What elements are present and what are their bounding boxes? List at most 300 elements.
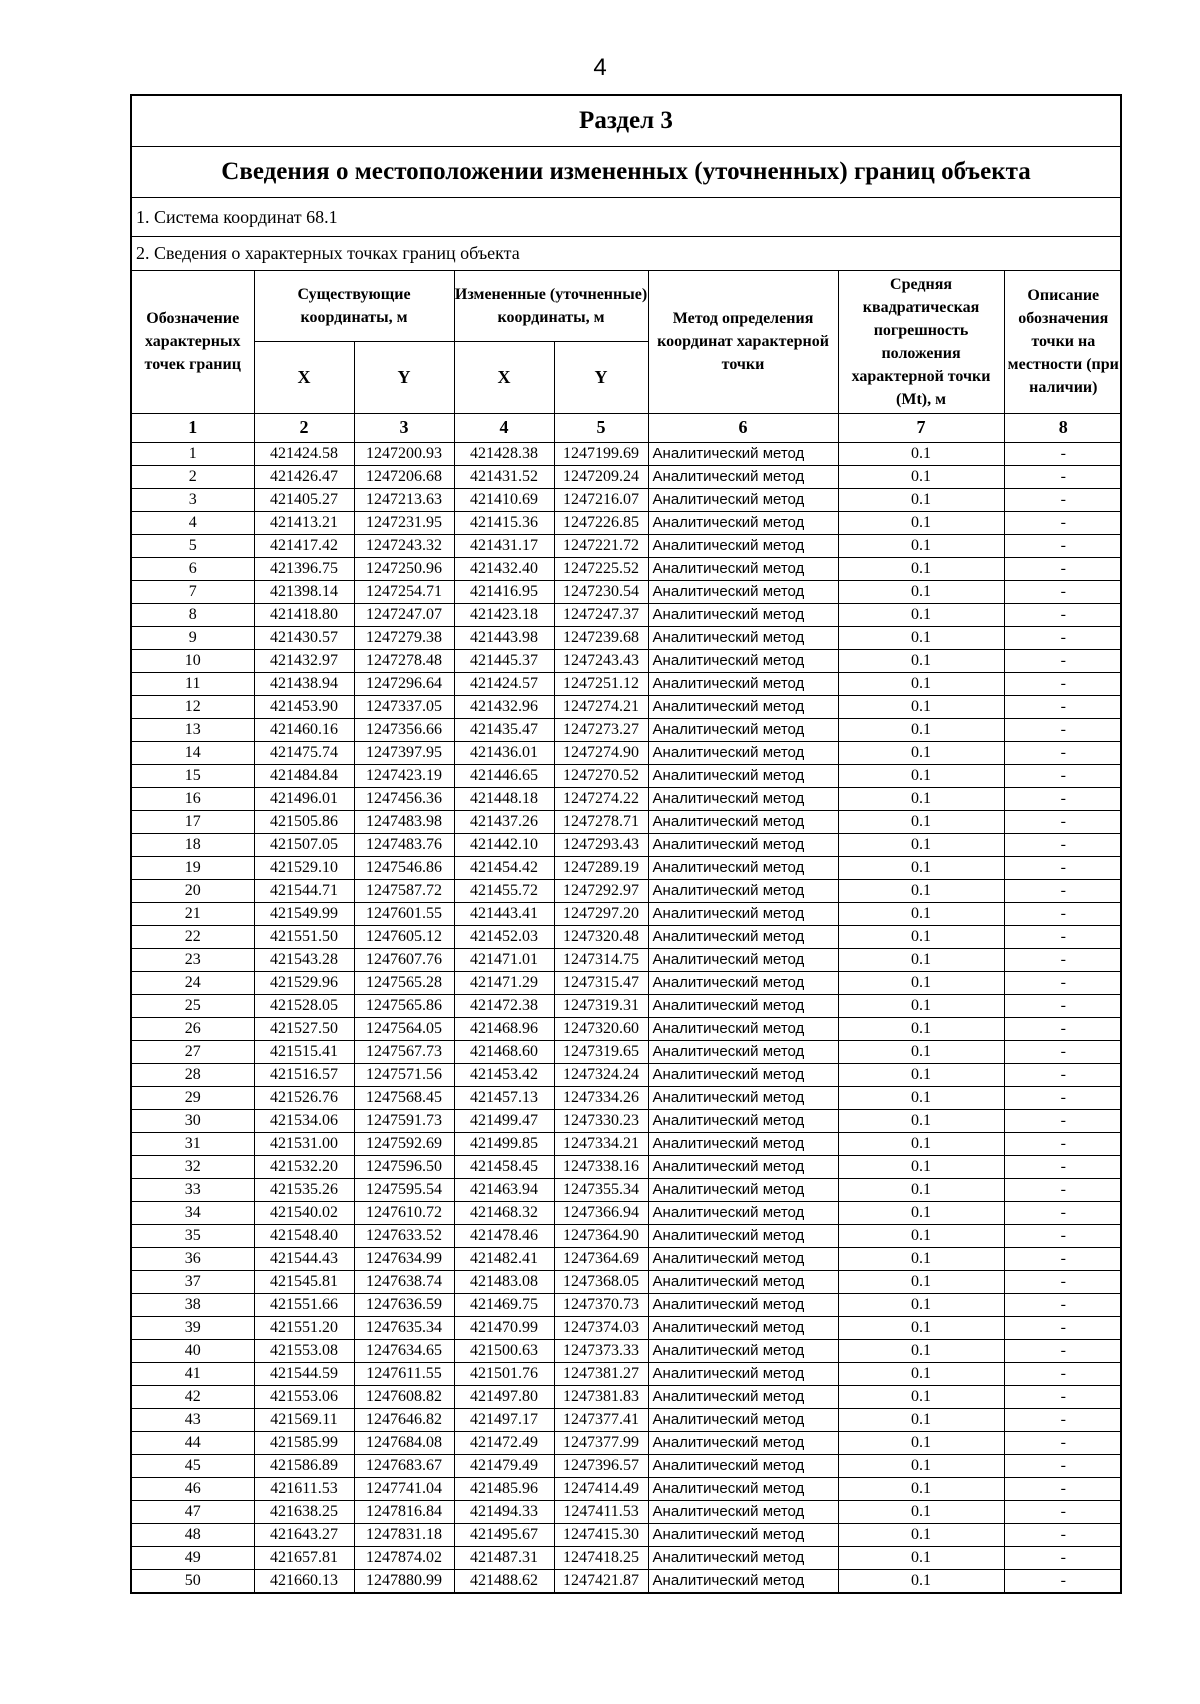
table-row — [132, 810, 1122, 833]
cell-method: Аналитический метод — [648, 1155, 838, 1178]
cell-error-value: 0.1 — [838, 465, 1004, 488]
cell-changed-x: 421482.41 — [454, 1247, 554, 1270]
cell-existing-y: 1247683.67 — [354, 1454, 454, 1477]
cell-method: Аналитический метод — [648, 1431, 838, 1454]
cell-changed-x: 421488.62 — [454, 1569, 554, 1592]
cell-method: Аналитический метод — [648, 1454, 838, 1477]
cell-changed-x: 421487.31 — [454, 1546, 554, 1569]
cell-method: Аналитический метод — [648, 764, 838, 787]
cell-changed-y: 1247230.54 — [554, 580, 648, 603]
cell-method: Аналитический метод — [648, 557, 838, 580]
cell-error-value: 0.1 — [838, 1224, 1004, 1247]
cell-changed-y: 1247251.12 — [554, 672, 648, 695]
cell-error-value: 0.1 — [838, 1040, 1004, 1063]
table-row — [132, 1454, 1122, 1477]
table-row — [132, 1109, 1122, 1132]
cell-changed-x: 421483.08 — [454, 1270, 554, 1293]
cell-point-id: 1 — [132, 442, 254, 465]
cell-point-id: 24 — [132, 971, 254, 994]
column-number: 3 — [354, 413, 454, 442]
cell-error-value: 0.1 — [838, 534, 1004, 557]
table-row — [132, 1040, 1122, 1063]
cell-error-value: 0.1 — [838, 1316, 1004, 1339]
cell-method: Аналитический метод — [648, 488, 838, 511]
cell-changed-x: 421432.40 — [454, 557, 554, 580]
table-row — [132, 672, 1122, 695]
table-row — [132, 1339, 1122, 1362]
cell-method: Аналитический метод — [648, 948, 838, 971]
cell-description: - — [1004, 902, 1122, 925]
cell-existing-y: 1247247.07 — [354, 603, 454, 626]
cell-existing-y: 1247243.32 — [354, 534, 454, 557]
cell-error-value: 0.1 — [838, 718, 1004, 741]
cell-changed-y: 1247324.24 — [554, 1063, 648, 1086]
cell-changed-x: 421453.42 — [454, 1063, 554, 1086]
cell-existing-x: 421534.06 — [254, 1109, 354, 1132]
cell-existing-x: 421417.42 — [254, 534, 354, 557]
cell-existing-y: 1247568.45 — [354, 1086, 454, 1109]
cell-changed-y: 1247314.75 — [554, 948, 648, 971]
cell-changed-y: 1247373.33 — [554, 1339, 648, 1362]
cell-method: Аналитический метод — [648, 1178, 838, 1201]
cell-point-id: 15 — [132, 764, 254, 787]
cell-point-id: 37 — [132, 1270, 254, 1293]
table-row — [132, 1408, 1122, 1431]
cell-existing-x: 421396.75 — [254, 557, 354, 580]
cell-changed-y: 1247247.37 — [554, 603, 648, 626]
cell-description: - — [1004, 1270, 1122, 1293]
cell-description: - — [1004, 1339, 1122, 1362]
cell-point-id: 47 — [132, 1500, 254, 1523]
cell-point-id: 26 — [132, 1017, 254, 1040]
header-error: Средняя квадратическая погрешность положения характерной точки (Mt), м — [838, 271, 1004, 413]
cell-changed-x: 421457.13 — [454, 1086, 554, 1109]
table-row — [132, 1385, 1122, 1408]
table-row — [132, 1293, 1122, 1316]
cell-changed-y: 1247381.27 — [554, 1362, 648, 1385]
cell-error-value: 0.1 — [838, 1247, 1004, 1270]
table-row — [132, 902, 1122, 925]
cell-changed-y: 1247421.87 — [554, 1569, 648, 1592]
cell-description: - — [1004, 1247, 1122, 1270]
cell-point-id: 23 — [132, 948, 254, 971]
cell-error-value: 0.1 — [838, 488, 1004, 511]
cell-changed-y: 1247418.25 — [554, 1546, 648, 1569]
cell-changed-x: 421448.18 — [454, 787, 554, 810]
cell-changed-y: 1247199.69 — [554, 442, 648, 465]
cell-error-value: 0.1 — [838, 1017, 1004, 1040]
cell-existing-x: 421551.20 — [254, 1316, 354, 1339]
cell-changed-y: 1247274.90 — [554, 741, 648, 764]
cell-description: - — [1004, 1132, 1122, 1155]
cell-existing-y: 1247880.99 — [354, 1569, 454, 1592]
cell-error-value: 0.1 — [838, 1385, 1004, 1408]
cell-method: Аналитический метод — [648, 902, 838, 925]
cell-point-id: 35 — [132, 1224, 254, 1247]
cell-existing-x: 421418.80 — [254, 603, 354, 626]
cell-existing-y: 1247741.04 — [354, 1477, 454, 1500]
cell-point-id: 33 — [132, 1178, 254, 1201]
table-row — [132, 1316, 1122, 1339]
cell-changed-x: 421443.98 — [454, 626, 554, 649]
column-number: 2 — [254, 413, 354, 442]
cell-changed-x: 421458.45 — [454, 1155, 554, 1178]
cell-changed-y: 1247355.34 — [554, 1178, 648, 1201]
cell-point-id: 21 — [132, 902, 254, 925]
cell-error-value: 0.1 — [838, 1454, 1004, 1477]
cell-method: Аналитический метод — [648, 672, 838, 695]
cell-existing-y: 1247567.73 — [354, 1040, 454, 1063]
cell-existing-y: 1247456.36 — [354, 787, 454, 810]
cell-point-id: 39 — [132, 1316, 254, 1339]
cell-existing-y: 1247816.84 — [354, 1500, 454, 1523]
cell-method: Аналитический метод — [648, 1293, 838, 1316]
cell-point-id: 46 — [132, 1477, 254, 1500]
cell-error-value: 0.1 — [838, 787, 1004, 810]
cell-existing-y: 1247608.82 — [354, 1385, 454, 1408]
cell-existing-y: 1247634.99 — [354, 1247, 454, 1270]
cell-point-id: 36 — [132, 1247, 254, 1270]
cell-error-value: 0.1 — [838, 603, 1004, 626]
cell-existing-x: 421507.05 — [254, 833, 354, 856]
cell-existing-y: 1247565.86 — [354, 994, 454, 1017]
cell-method: Аналитический метод — [648, 1362, 838, 1385]
cell-description: - — [1004, 1224, 1122, 1247]
cell-method: Аналитический метод — [648, 442, 838, 465]
cell-existing-y: 1247213.63 — [354, 488, 454, 511]
cell-error-value: 0.1 — [838, 1523, 1004, 1546]
cell-method: Аналитический метод — [648, 971, 838, 994]
cell-method: Аналитический метод — [648, 534, 838, 557]
cell-description: - — [1004, 1040, 1122, 1063]
cell-point-id: 19 — [132, 856, 254, 879]
cell-error-value: 0.1 — [838, 764, 1004, 787]
cell-existing-y: 1247397.95 — [354, 741, 454, 764]
cell-changed-y: 1247364.69 — [554, 1247, 648, 1270]
cell-changed-x: 421501.76 — [454, 1362, 554, 1385]
cell-description: - — [1004, 534, 1122, 557]
cell-changed-x: 421436.01 — [454, 741, 554, 764]
cell-method: Аналитический метод — [648, 1017, 838, 1040]
cell-existing-y: 1247592.69 — [354, 1132, 454, 1155]
table-row — [132, 971, 1122, 994]
cell-description: - — [1004, 465, 1122, 488]
cell-existing-x: 421527.50 — [254, 1017, 354, 1040]
cell-description: - — [1004, 603, 1122, 626]
cell-description: - — [1004, 488, 1122, 511]
table-row — [132, 1086, 1122, 1109]
table-row — [132, 948, 1122, 971]
cell-method: Аналитический метод — [648, 787, 838, 810]
cell-error-value: 0.1 — [838, 1109, 1004, 1132]
cell-method: Аналитический метод — [648, 1247, 838, 1270]
cell-description: - — [1004, 718, 1122, 741]
table-row — [132, 741, 1122, 764]
cell-point-id: 10 — [132, 649, 254, 672]
cell-existing-y: 1247605.12 — [354, 925, 454, 948]
cell-description: - — [1004, 1316, 1122, 1339]
cell-existing-x: 421413.21 — [254, 511, 354, 534]
cell-existing-y: 1247423.19 — [354, 764, 454, 787]
cell-error-value: 0.1 — [838, 741, 1004, 764]
cell-existing-x: 421529.96 — [254, 971, 354, 994]
cell-description: - — [1004, 442, 1122, 465]
cell-existing-x: 421484.84 — [254, 764, 354, 787]
cell-existing-y: 1247483.98 — [354, 810, 454, 833]
cell-method: Аналитический метод — [648, 925, 838, 948]
cell-existing-x: 421544.59 — [254, 1362, 354, 1385]
cell-changed-y: 1247377.99 — [554, 1431, 648, 1454]
table-row — [132, 511, 1122, 534]
cell-point-id: 30 — [132, 1109, 254, 1132]
cell-point-id: 17 — [132, 810, 254, 833]
cell-changed-y: 1247368.05 — [554, 1270, 648, 1293]
cell-existing-x: 421553.08 — [254, 1339, 354, 1362]
cell-existing-y: 1247596.50 — [354, 1155, 454, 1178]
cell-point-id: 48 — [132, 1523, 254, 1546]
cell-existing-y: 1247601.55 — [354, 902, 454, 925]
cell-changed-y: 1247209.24 — [554, 465, 648, 488]
cell-method: Аналитический метод — [648, 603, 838, 626]
cell-description: - — [1004, 764, 1122, 787]
cell-changed-y: 1247370.73 — [554, 1293, 648, 1316]
cell-method: Аналитический метод — [648, 1270, 838, 1293]
cell-changed-x: 421469.75 — [454, 1293, 554, 1316]
cell-error-value: 0.1 — [838, 879, 1004, 902]
cell-error-value: 0.1 — [838, 1293, 1004, 1316]
cell-error-value: 0.1 — [838, 1270, 1004, 1293]
cell-method: Аналитический метод — [648, 1339, 838, 1362]
table-row — [132, 718, 1122, 741]
cell-changed-x: 421437.26 — [454, 810, 554, 833]
cell-method: Аналитический метод — [648, 1385, 838, 1408]
cell-existing-x: 421585.99 — [254, 1431, 354, 1454]
cell-method: Аналитический метод — [648, 1132, 838, 1155]
cell-existing-y: 1247611.55 — [354, 1362, 454, 1385]
cell-existing-y: 1247231.95 — [354, 511, 454, 534]
cell-method: Аналитический метод — [648, 1224, 838, 1247]
cell-point-id: 18 — [132, 833, 254, 856]
cell-existing-x: 421660.13 — [254, 1569, 354, 1592]
cell-description: - — [1004, 925, 1122, 948]
cell-changed-x: 421497.80 — [454, 1385, 554, 1408]
cell-description: - — [1004, 810, 1122, 833]
cell-existing-x: 421638.25 — [254, 1500, 354, 1523]
cell-changed-y: 1247320.48 — [554, 925, 648, 948]
cell-description: - — [1004, 1293, 1122, 1316]
table-row — [132, 764, 1122, 787]
cell-existing-x: 421516.57 — [254, 1063, 354, 1086]
cell-changed-y: 1247338.16 — [554, 1155, 648, 1178]
section-label: Раздел 3 — [132, 96, 1120, 147]
column-number: 4 — [454, 413, 554, 442]
table-row — [132, 856, 1122, 879]
cell-changed-y: 1247415.30 — [554, 1523, 648, 1546]
cell-changed-x: 421446.65 — [454, 764, 554, 787]
header-existing-x: X — [254, 341, 354, 413]
cell-existing-x: 421432.97 — [254, 649, 354, 672]
cell-changed-x: 421497.17 — [454, 1408, 554, 1431]
header-method: Метод определения координат характерной точки — [648, 271, 838, 413]
table-row — [132, 1431, 1122, 1454]
points-table — [132, 271, 1122, 1592]
table-row — [132, 603, 1122, 626]
cell-method: Аналитический метод — [648, 695, 838, 718]
cell-point-id: 20 — [132, 879, 254, 902]
cell-changed-x: 421455.72 — [454, 879, 554, 902]
cell-changed-y: 1247292.97 — [554, 879, 648, 902]
cell-changed-x: 421445.37 — [454, 649, 554, 672]
cell-existing-y: 1247610.72 — [354, 1201, 454, 1224]
cell-existing-y: 1247591.73 — [354, 1109, 454, 1132]
cell-description: - — [1004, 1155, 1122, 1178]
cell-description: - — [1004, 879, 1122, 902]
cell-description: - — [1004, 1408, 1122, 1431]
table-row — [132, 580, 1122, 603]
cell-changed-y: 1247330.23 — [554, 1109, 648, 1132]
cell-changed-y: 1247414.49 — [554, 1477, 648, 1500]
cell-changed-y: 1247225.52 — [554, 557, 648, 580]
table-row — [132, 1569, 1122, 1592]
cell-point-id: 4 — [132, 511, 254, 534]
cell-changed-x: 421468.60 — [454, 1040, 554, 1063]
cell-error-value: 0.1 — [838, 902, 1004, 925]
cell-error-value: 0.1 — [838, 511, 1004, 534]
cell-changed-x: 421423.18 — [454, 603, 554, 626]
cell-existing-x: 421532.20 — [254, 1155, 354, 1178]
cell-point-id: 22 — [132, 925, 254, 948]
cell-point-id: 11 — [132, 672, 254, 695]
table-row — [132, 626, 1122, 649]
points-table-body — [132, 442, 1122, 1592]
cell-changed-y: 1247320.60 — [554, 1017, 648, 1040]
column-number: 7 — [838, 413, 1004, 442]
cell-existing-x: 421657.81 — [254, 1546, 354, 1569]
table-row — [132, 488, 1122, 511]
cell-changed-x: 421478.46 — [454, 1224, 554, 1247]
header-changed-y: Y — [554, 341, 648, 413]
table-row — [132, 1500, 1122, 1523]
cell-changed-x: 421479.49 — [454, 1454, 554, 1477]
cell-changed-y: 1247319.65 — [554, 1040, 648, 1063]
cell-changed-x: 421424.57 — [454, 672, 554, 695]
cell-point-id: 8 — [132, 603, 254, 626]
cell-changed-x: 421471.29 — [454, 971, 554, 994]
cell-changed-x: 421415.36 — [454, 511, 554, 534]
table-row — [132, 1224, 1122, 1247]
cell-existing-y: 1247638.74 — [354, 1270, 454, 1293]
table-row — [132, 1132, 1122, 1155]
cell-error-value: 0.1 — [838, 856, 1004, 879]
cell-error-value: 0.1 — [838, 1086, 1004, 1109]
table-row — [132, 1247, 1122, 1270]
cell-point-id: 31 — [132, 1132, 254, 1155]
cell-changed-x: 421468.32 — [454, 1201, 554, 1224]
cell-error-value: 0.1 — [838, 810, 1004, 833]
cell-changed-x: 421494.33 — [454, 1500, 554, 1523]
cell-existing-x: 421545.81 — [254, 1270, 354, 1293]
cell-changed-y: 1247315.47 — [554, 971, 648, 994]
table-row — [132, 695, 1122, 718]
header-designation: Обозначение характерных точек границ — [132, 271, 254, 413]
cell-error-value: 0.1 — [838, 580, 1004, 603]
cell-changed-y: 1247270.52 — [554, 764, 648, 787]
cell-point-id: 43 — [132, 1408, 254, 1431]
cell-changed-y: 1247366.94 — [554, 1201, 648, 1224]
cell-existing-x: 421515.41 — [254, 1040, 354, 1063]
cell-error-value: 0.1 — [838, 1063, 1004, 1086]
cell-error-value: 0.1 — [838, 695, 1004, 718]
cell-existing-x: 421475.74 — [254, 741, 354, 764]
cell-changed-y: 1247221.72 — [554, 534, 648, 557]
cell-method: Аналитический метод — [648, 1500, 838, 1523]
cell-method: Аналитический метод — [648, 833, 838, 856]
cell-changed-y: 1247278.71 — [554, 810, 648, 833]
cell-method: Аналитический метод — [648, 856, 838, 879]
cell-description: - — [1004, 833, 1122, 856]
cell-error-value: 0.1 — [838, 1431, 1004, 1454]
cell-error-value: 0.1 — [838, 994, 1004, 1017]
cell-changed-y: 1247239.68 — [554, 626, 648, 649]
cell-method: Аналитический метод — [648, 626, 838, 649]
cell-existing-y: 1247564.05 — [354, 1017, 454, 1040]
cell-description: - — [1004, 971, 1122, 994]
cell-existing-x: 421426.47 — [254, 465, 354, 488]
cell-description: - — [1004, 787, 1122, 810]
cell-method: Аналитический метод — [648, 1408, 838, 1431]
cell-point-id: 40 — [132, 1339, 254, 1362]
cell-error-value: 0.1 — [838, 833, 1004, 856]
cell-changed-x: 421454.42 — [454, 856, 554, 879]
cell-existing-x: 421551.50 — [254, 925, 354, 948]
cell-changed-x: 421499.47 — [454, 1109, 554, 1132]
cell-changed-y: 1247216.07 — [554, 488, 648, 511]
cell-error-value: 0.1 — [838, 626, 1004, 649]
table-row — [132, 1477, 1122, 1500]
cell-error-value: 0.1 — [838, 925, 1004, 948]
cell-changed-y: 1247289.19 — [554, 856, 648, 879]
cell-description: - — [1004, 1569, 1122, 1592]
cell-changed-y: 1247297.20 — [554, 902, 648, 925]
cell-changed-x: 421472.49 — [454, 1431, 554, 1454]
cell-description: - — [1004, 695, 1122, 718]
cell-changed-y: 1247374.03 — [554, 1316, 648, 1339]
cell-error-value: 0.1 — [838, 1362, 1004, 1385]
cell-existing-y: 1247279.38 — [354, 626, 454, 649]
cell-changed-x: 421472.38 — [454, 994, 554, 1017]
table-row — [132, 1178, 1122, 1201]
cell-changed-x: 421452.03 — [454, 925, 554, 948]
cell-point-id: 13 — [132, 718, 254, 741]
cell-description: - — [1004, 741, 1122, 764]
cell-description: - — [1004, 511, 1122, 534]
cell-error-value: 0.1 — [838, 1546, 1004, 1569]
cell-error-value: 0.1 — [838, 442, 1004, 465]
cell-description: - — [1004, 1178, 1122, 1201]
cell-error-value: 0.1 — [838, 1500, 1004, 1523]
cell-point-id: 6 — [132, 557, 254, 580]
cell-description: - — [1004, 626, 1122, 649]
cell-error-value: 0.1 — [838, 948, 1004, 971]
cell-changed-x: 421471.01 — [454, 948, 554, 971]
cell-point-id: 29 — [132, 1086, 254, 1109]
cell-existing-y: 1247483.76 — [354, 833, 454, 856]
cell-method: Аналитический метод — [648, 1109, 838, 1132]
cell-changed-y: 1247334.26 — [554, 1086, 648, 1109]
cell-description: - — [1004, 672, 1122, 695]
header-changed-x: X — [454, 341, 554, 413]
cell-error-value: 0.1 — [838, 1408, 1004, 1431]
